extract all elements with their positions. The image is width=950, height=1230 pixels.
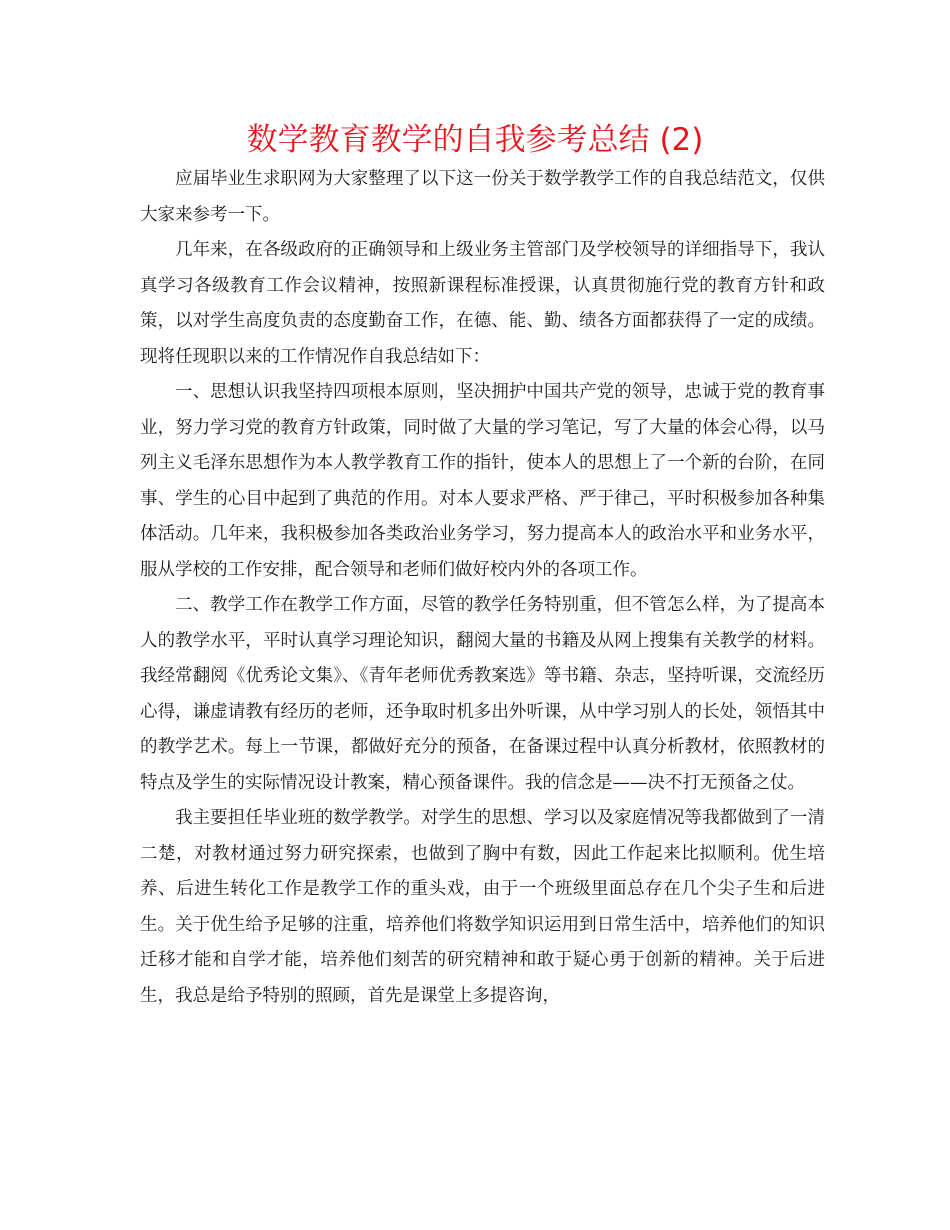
paragraph-teaching: 二、教学工作在教学工作方面，尽管的教学任务特别重，但不管怎么样，为了提高本人的教学水平，平时认真学习理论知识，翻阅大量的书籍及从网上搜集有关教学的材料。我经常翻阅《优秀论文集》、《青年老师优秀教案选》等书籍、杂志，坚持听课，交流经历心得，谦虚请教有经历的老师，还争取时机多出外听课，从中学习别人的长处，领悟其中的教学艺术。每上一节课，都做好充分的预备，在备课过程中认真分析教材，依照教材的特点及学生的实际情况设计教案，精心预备课件。我的信念是——决不打无预备之仗。	[140, 595, 825, 793]
paragraph-graduating-class: 我主要担任毕业班的数学教学。对学生的思想、学习以及家庭情况等我都做到了一清二楚，对教材通过努力研究探索，也做到了胸中有数，因此工作起来比拟顺利。优生培养、后进生转化工作是教学工作的重头戏，由于一个班级里面总存在几个尖子生和后进生。关于优生给予足够的注重，培养他们将数学知识运用到日常生活中，培养他们的知识迁移才能和自学才能，培养他们刻苦的研究精神和敢于疑心勇于创新的精神。关于后进生，我总是给予特别的照顾，首先是课堂上多提咨询，	[140, 808, 825, 1006]
paragraph-thought: 一、思想认识我坚持四项根本原则，坚决拥护中国共产党的领导，忠诚于党的教育事业，努力学习党的教育方针政策，同时做了大量的学习笔记，写了大量的体会心得，以马列主义毛泽东思想作为本人教学教育工作的指针，使本人的思想上了一个新的台阶，在同事、学生的心目中起到了典范的作用。对本人要求严格、严于律己，平时积极参加各种集体活动。几年来，我积极参加各类政治业务学习，努力提高本人的政治水平和业务水平，服从学校的工作安排，配合领导和老师们做好校内外的各项工作。	[140, 382, 825, 580]
paragraph-overview: 几年来，在各级政府的正确领导和上级业务主管部门及学校领导的详细指导下，我认真学习各级教育工作会议精神，按照新课程标准授课，认真贯彻施行党的教育方针和政策，以对学生高度负责的态度勤奋工作，在德、能、勤、绩各方面都获得了一定的成绩。现将任现职以来的工作情况作自我总结如下：	[140, 240, 825, 367]
document-body	[140, 162, 825, 1014]
paragraph-intro: 应届毕业生求职网为大家整理了以下这一份关于数学教学工作的自我总结范文，仅供大家来参考一下。	[140, 169, 825, 225]
document-title: 数学教育教学的自我参考总结 (2)	[246, 122, 704, 158]
